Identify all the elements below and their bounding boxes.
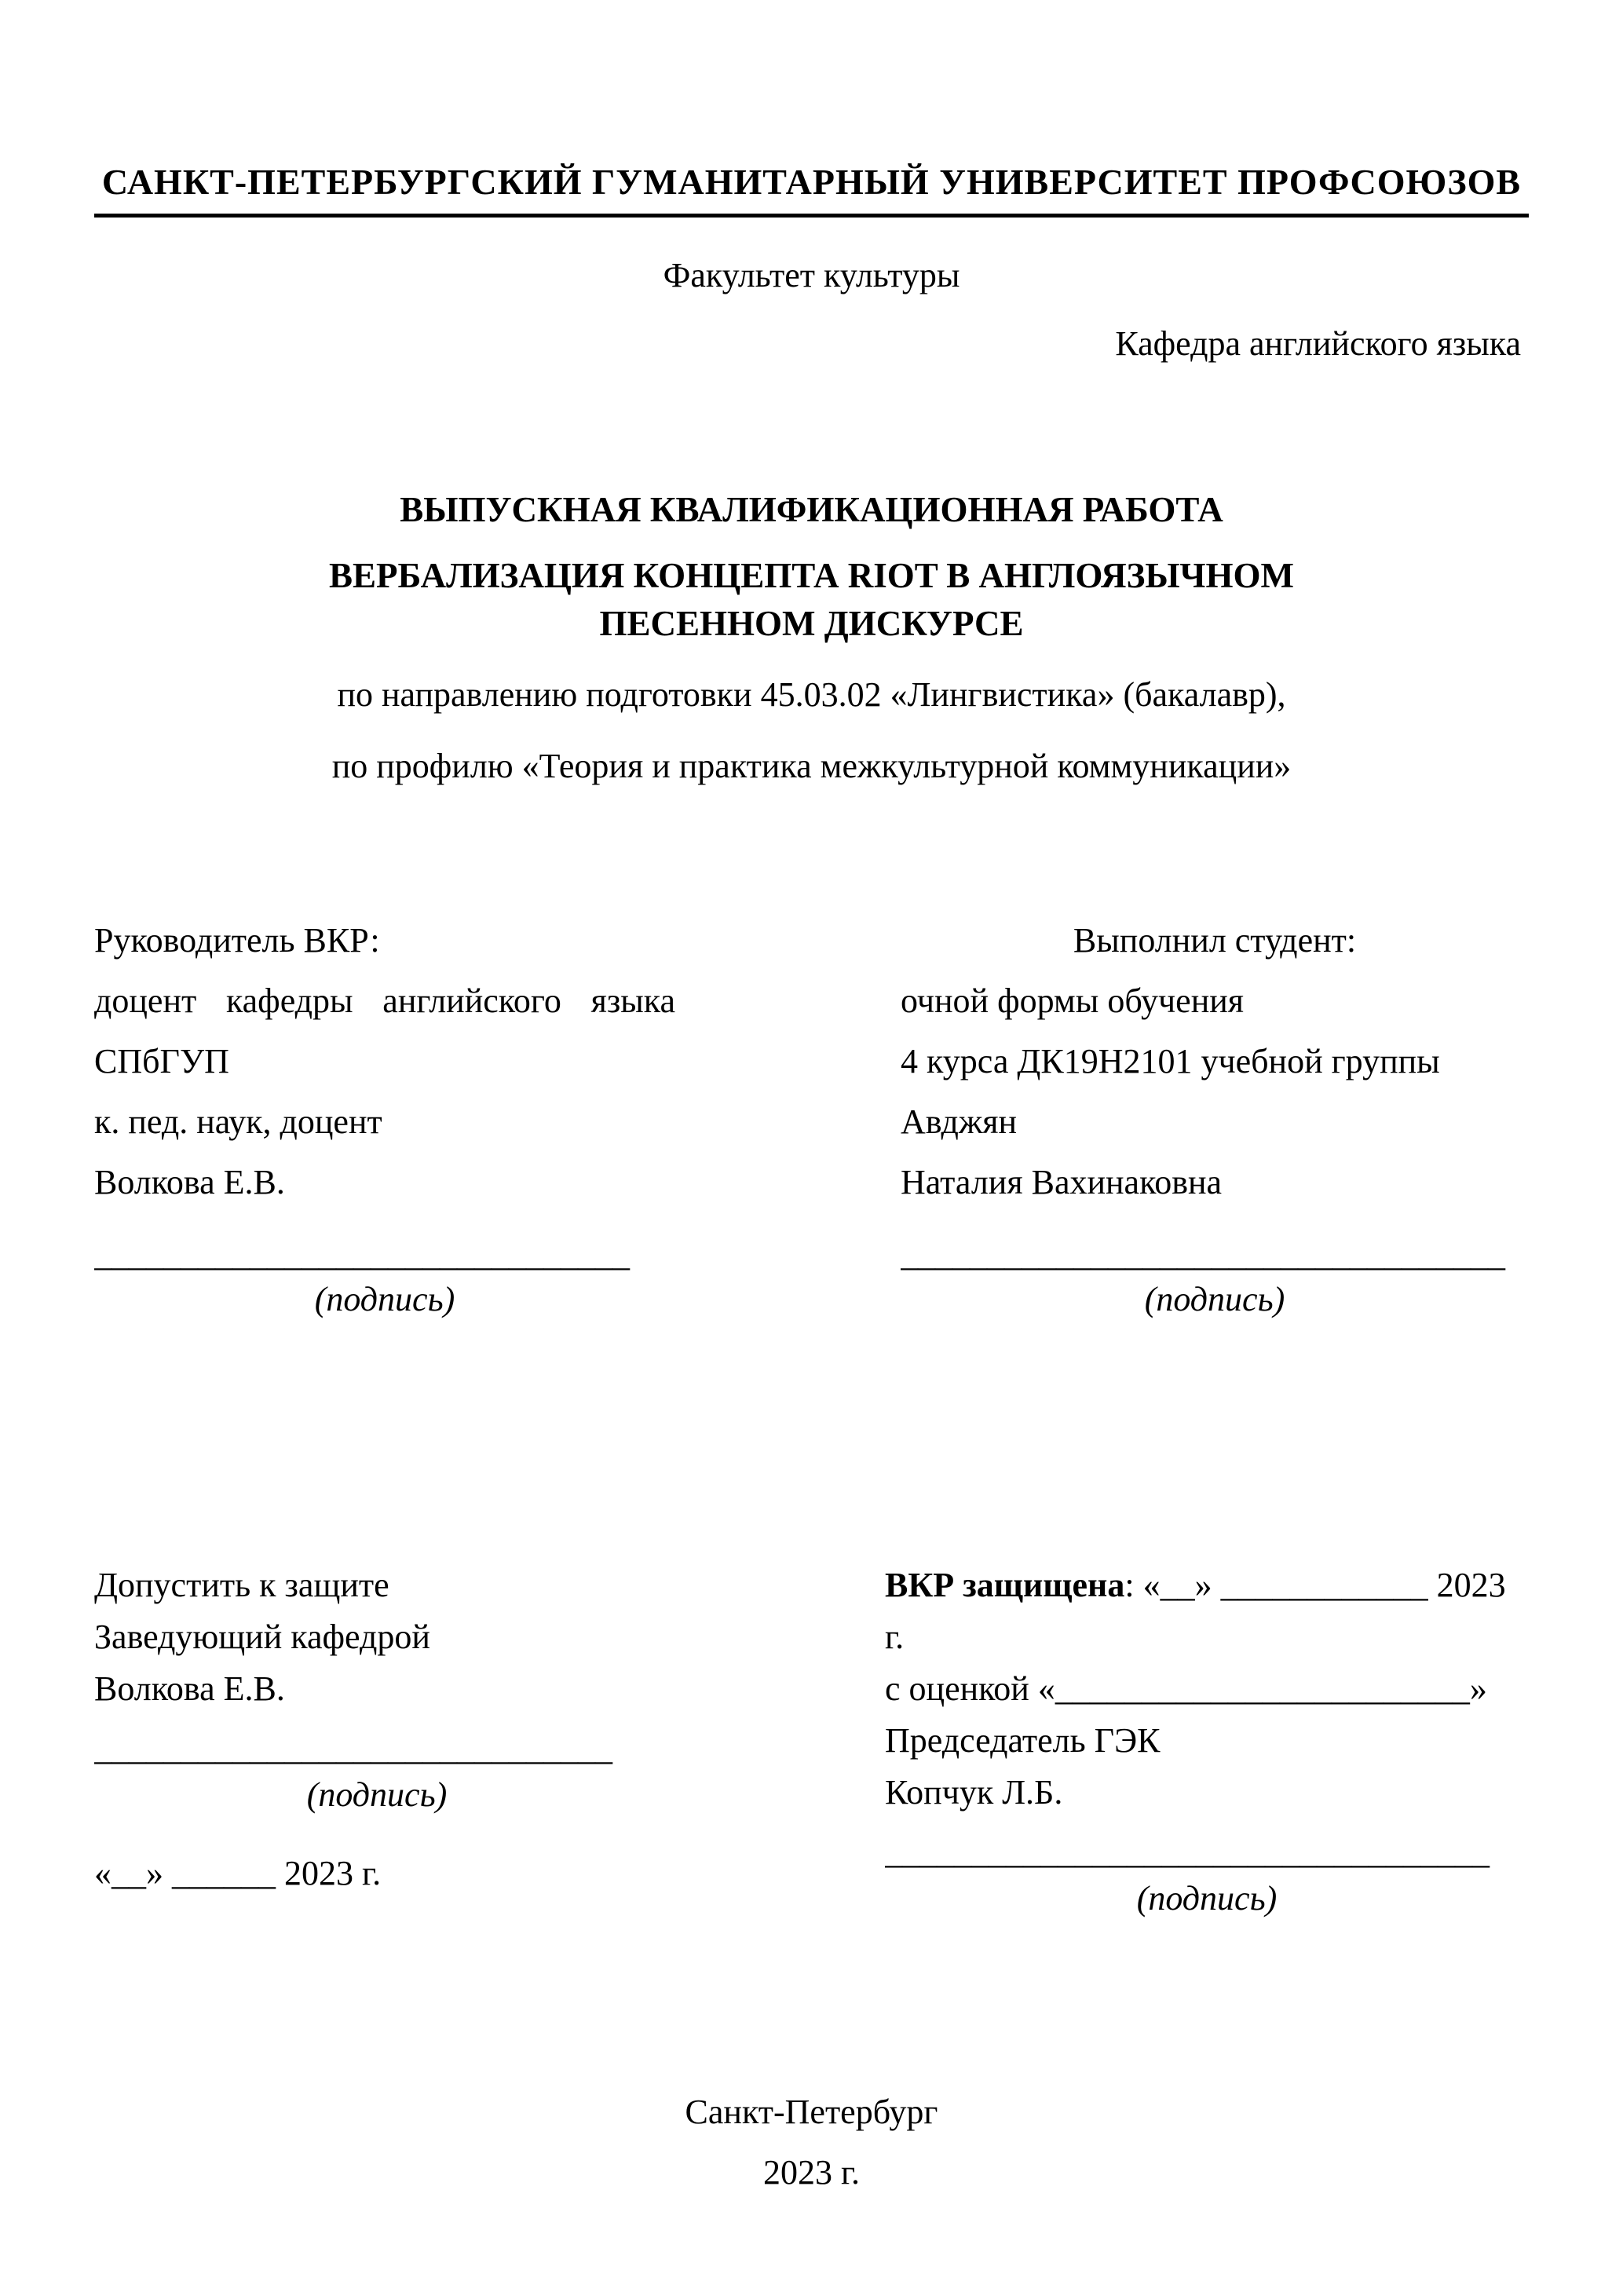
city-name: Санкт-Петербург <box>685 2092 938 2131</box>
defense-chair-title: Председатель ГЭК <box>885 1720 1161 1760</box>
student-label: Выполнил студент: <box>1073 920 1357 960</box>
study-profile: по профилю «Теория и практика межкультурной коммуникации» <box>331 746 1292 785</box>
thesis-title: ВЕРБАЛИЗАЦИЯ КОНЦЕПТА RIOT В АНГЛОЯЗЫЧНОМ ПЕСЕННОМ ДИСКУРСЕ <box>328 556 1295 643</box>
department-name: Кафедра английского языка <box>1115 324 1521 363</box>
admission-signature-line: ______________________________ <box>94 1728 612 1768</box>
defense-status-rest: : «__» ____________ 2023 г. <box>885 1565 1506 1656</box>
defense-status-label: ВКР защищена <box>885 1565 1125 1604</box>
supervisor-block <box>94 910 675 1324</box>
admission-defense-section <box>94 1559 1529 1923</box>
year-label: 2023 г. <box>762 2152 861 2192</box>
admission-line1: Допустить к защите <box>94 1565 389 1604</box>
supervisor-position: доцент кафедры английского языка СПбГУП <box>94 981 675 1080</box>
supervisor-name: Волкова Е.В. <box>94 1162 285 1201</box>
supervisor-student-section <box>94 910 1529 1324</box>
study-direction: по направлению подготовки 45.03.02 «Лингвистика» (бакалавр), <box>337 675 1286 714</box>
admission-head-name: Волкова Е.В. <box>94 1669 285 1708</box>
supervisor-signature-caption: (подпись) <box>314 1280 455 1319</box>
student-given-names: Наталия Вахинаковна <box>901 1162 1223 1201</box>
defense-block <box>885 1559 1529 1923</box>
defense-signature-line: ___________________________________ <box>885 1832 1490 1871</box>
admission-line2: Заведующий кафедрой <box>94 1617 430 1656</box>
defense-chair-name: Копчук Л.Б. <box>885 1772 1063 1812</box>
faculty-name: Факультет культуры <box>663 256 960 294</box>
student-group: 4 курса ДК19Н2101 учебной группы <box>901 1041 1440 1080</box>
student-study-form: очной формы обучения <box>901 981 1245 1020</box>
student-block <box>901 910 1529 1324</box>
supervisor-label: Руководитель ВКР: <box>94 920 380 960</box>
defense-grade-line: с оценкой «________________________» <box>885 1669 1487 1708</box>
student-signature-caption: (подпись) <box>1144 1280 1285 1319</box>
supervisor-degree: к. пед. наук, доцент <box>94 1102 382 1141</box>
student-surname: Авджян <box>901 1102 1018 1141</box>
admission-date-line: «__» ______ 2023 г. <box>94 1853 382 1892</box>
student-signature-line: ___________________________________ <box>901 1234 1505 1274</box>
admission-signature-caption: (подпись) <box>306 1775 448 1815</box>
work-type-heading: ВЫПУСКНАЯ КВАЛИФИКАЦИОННАЯ РАБОТА <box>400 490 1223 529</box>
supervisor-signature-line: _______________________________ <box>94 1234 630 1274</box>
admission-block <box>94 1559 660 1923</box>
university-header: САНКТ-ПЕТЕРБУРГСКИЙ ГУМАНИТАРНЫЙ УНИВЕРСИТЕТ ПРОФСОЮЗОВ <box>94 161 1529 218</box>
defense-status-line <box>885 1559 1529 1663</box>
defense-signature-caption: (подпись) <box>1136 1879 1278 1918</box>
